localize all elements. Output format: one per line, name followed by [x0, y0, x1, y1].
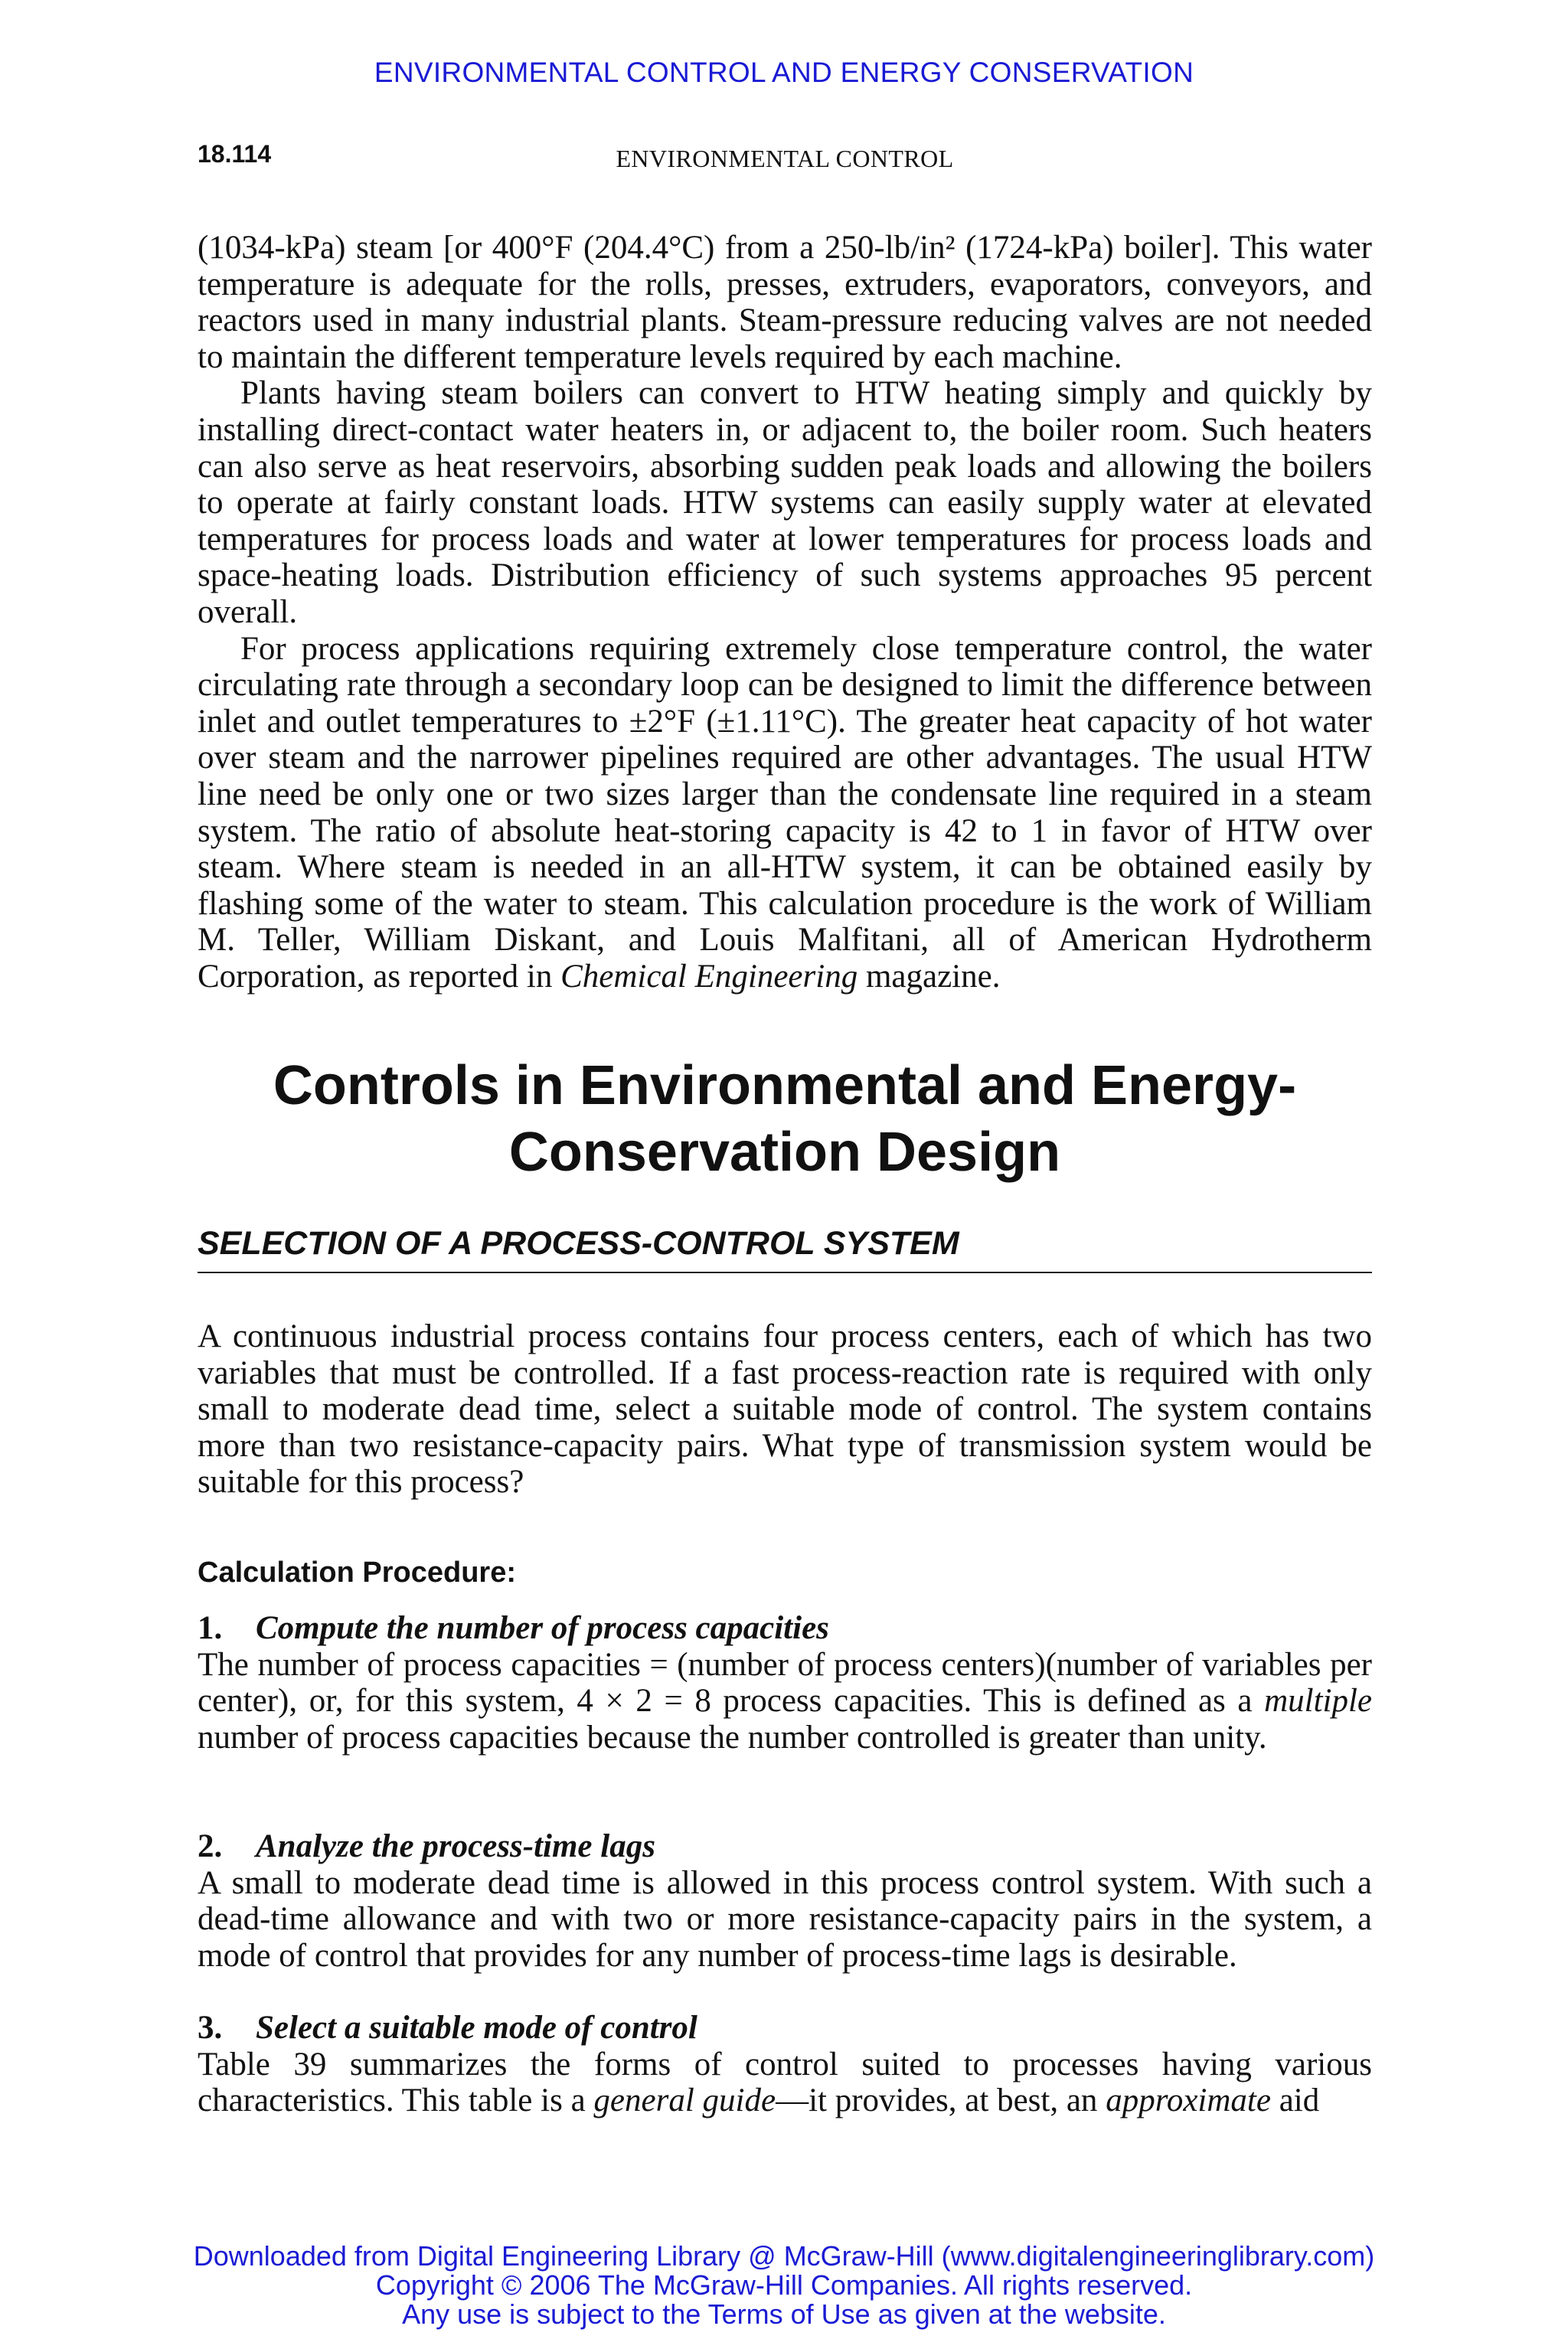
step-3-text-a: Table 39 summarizes the forms of control suited to processes having various characteristics. This table is a: [198, 2046, 1372, 2119]
step-2-number: 2.: [198, 1828, 223, 1864]
step-2-body: [198, 1865, 1372, 1975]
step-3-title: Select a suitable mode of control: [256, 2010, 697, 2046]
step-1-italic: multiple: [1264, 1683, 1372, 1720]
magazine-name: Chemical Engineering: [560, 958, 858, 995]
step-1-body: [198, 1647, 1372, 1756]
step-3-body: [198, 2047, 1372, 2119]
intro-text: [198, 230, 1372, 995]
paragraph-3-end: magazine.: [858, 958, 1001, 995]
footer-copyright-line: Copyright © 2006 The McGraw-Hill Companies. All rights reserved.: [375, 2269, 1193, 2301]
step-2-text: A small to moderate dead time is allowed in this process control system. With such a dead-time allowance and with two or more resistance-capacity pairs in the system, a mode of control that provides for any number of process-time lags is desirable.: [198, 1864, 1372, 1974]
footer: [0, 2242, 1568, 2329]
source-banner: ENVIRONMENTAL CONTROL AND ENERGY CONSERVATION: [374, 57, 1194, 88]
step-3-number: 3.: [198, 2010, 223, 2046]
step-1-text-b: number of process capacities because the number controlled is greater than unity.: [198, 1719, 1267, 1756]
footer-terms-line: Any use is subject to the Terms of Use as given at the website.: [402, 2298, 1166, 2330]
problem-statement: [198, 1318, 1372, 1501]
step-2: [198, 1828, 1372, 1974]
step-3-text-c: aid: [1270, 2082, 1320, 2119]
calculation-procedure-heading: Calculation Procedure:: [198, 1557, 516, 1589]
paragraph-2: Plants having steam boilers can convert to HTW heating simply and quickly by installing direct-contact water heaters in, or adjacent to, the boiler room. Such heaters can also serve as heat reservoirs, absorbing sudden peak loads and allowing the boilers to operate at fairly constant loads. HTW systems can easily supply water at elevated temperatures for process loads and water at lower temperatures for process loads and space-heating loads. Distribution efficiency of such systems approaches 95 percent overall.: [198, 375, 1372, 630]
running-head: [198, 140, 1372, 178]
section-title: Controls in Environmental and Energy-Conservation Design: [273, 1055, 1297, 1183]
problem-text: A continuous industrial process contains four process centers, each of which has two variables that must be controlled. If a fast process-reaction rate is required with only small to moderate dead time, select a suitable mode of control. The system contains more than two resistance-capacity pairs. What type of transmission system would be suitable for this process?: [198, 1318, 1372, 1501]
paragraph-3: [198, 631, 1372, 995]
step-1: [198, 1610, 1372, 1756]
paragraph-1: (1034-kPa) steam [or 400°F (204.4°C) from a 250-lb/in² (1724-kPa) boiler]. This water temperature is adequate for the rolls, presses, extruders, evaporators, conveyors, and reactors used in many industrial plants. Steam-pressure reducing valves are not needed to maintain the different temperature levels required by each machine.: [198, 230, 1372, 375]
step-3-text-b: —it provides, at best, an: [776, 2082, 1106, 2119]
step-2-title: Analyze the process-time lags: [256, 1828, 655, 1864]
step-1-number: 1.: [198, 1610, 223, 1646]
step-3-italic-1: general guide: [593, 2082, 776, 2119]
footer-download-line: Downloaded from Digital Engineering Library @ McGraw-Hill (www.digitalengineeringlibrary.com): [193, 2240, 1375, 2272]
step-3-italic-2: approximate: [1106, 2082, 1271, 2119]
step-1-text: [198, 1647, 1372, 1756]
step-3: [198, 2010, 1372, 2119]
step-2-heading: [198, 1828, 1372, 1865]
subsection-title: SELECTION OF A PROCESS-CONTROL SYSTEM: [198, 1225, 1372, 1273]
running-head-title: ENVIRONMENTAL CONTROL: [616, 145, 954, 172]
page-number: 18.114: [198, 140, 272, 168]
step-3-text: [198, 2047, 1372, 2119]
paragraph-3-text: For process applications requiring extremely close temperature control, the water circulating rate through a secondary loop can be designed to limit the difference between inlet and outlet temperatures to ±2°F (±1.11°C). The greater heat capacity of hot water over steam and the narrower pipelines required are other advantages. The usual HTW line need be only one or two sizes larger than the condensate line required in a steam system. The ratio of absolute heat-storing capacity is 42 to 1 in favor of HTW over steam. Where steam is needed in an all-HTW system, it can be obtained easily by flashing some of the water to steam. This calculation procedure is the work of William M. Teller, William Diskant, and Louis Malfitani, all of American Hydrotherm Corporation, as reported in: [198, 630, 1372, 995]
step-1-title: Compute the number of process capacities: [256, 1610, 829, 1646]
step-3-heading: [198, 2010, 1372, 2047]
step-1-text-a: The number of process capacities = (number of process centers)(number of variables per center), or, for this system, 4 × 2 = 8 process capacities. This is defined as a: [198, 1646, 1372, 1720]
step-1-heading: [198, 1610, 1372, 1647]
